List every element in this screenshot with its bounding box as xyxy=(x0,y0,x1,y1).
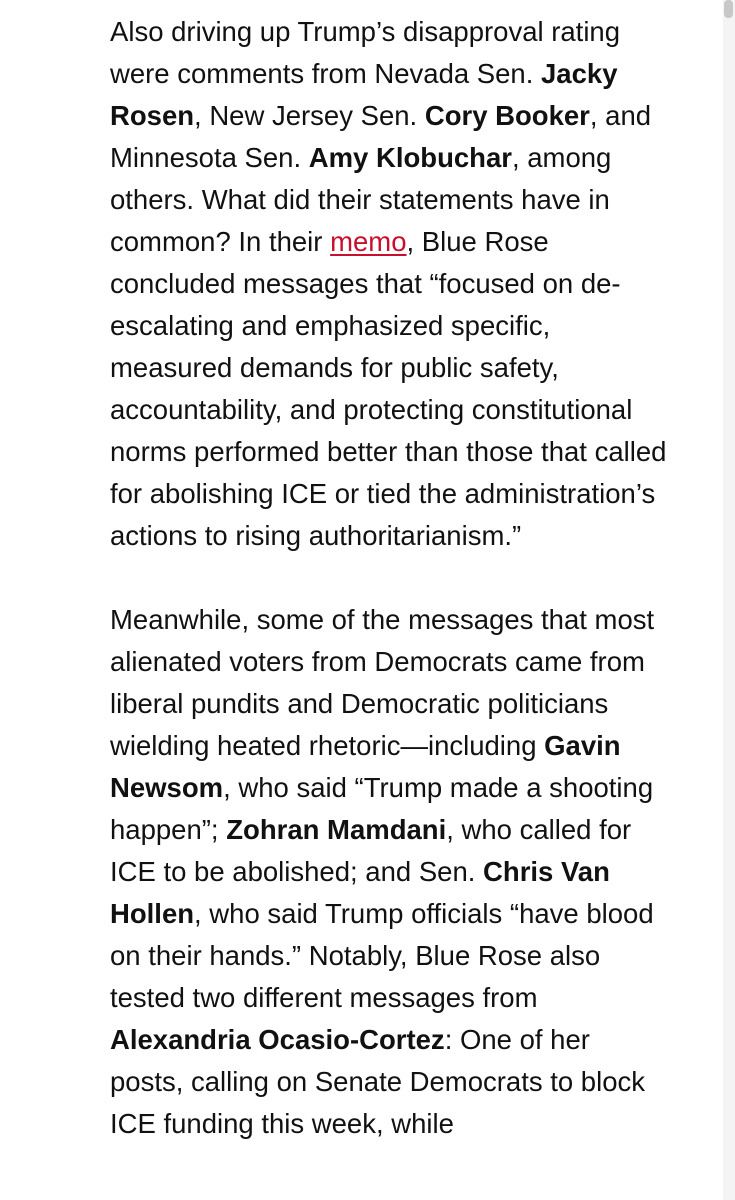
text-segment: , among others. What did their statements have in common? In their xyxy=(110,142,612,257)
name-jacky-rosen: Jacky Rosen xyxy=(110,58,618,131)
text-segment: , Blue Rose concluded messages that “focused on de-escalating and emphasized specific, measured demands for public safety, accountability, and protecting constitutional norms performed better than those that called for abolishing ICE or tied the administration’s actions to rising authoritarianism.” xyxy=(110,226,667,551)
scrollbar-thumb[interactable] xyxy=(724,0,733,18)
name-alexandria-ocasio-cortez: Alexandria Ocasio-Cortez xyxy=(110,1024,445,1055)
text-segment: : One of her posts, calling on Senate Democrats to block ICE funding this week, while xyxy=(110,1024,646,1139)
name-cory-booker: Cory Booker xyxy=(424,100,590,131)
name-amy-klobuchar: Amy Klobuchar xyxy=(308,142,512,173)
text-segment: , who said Trump officials “have blood on their hands.” Notably, Blue Rose also tested two different messages from xyxy=(110,898,654,1013)
text-segment: , and Minnesota Sen. xyxy=(110,100,652,173)
vertical-scrollbar[interactable] xyxy=(723,0,735,1200)
paragraph-disapproval-comments xyxy=(110,11,670,557)
name-chris-van-hollen: Chris Van Hollen xyxy=(110,856,610,929)
text-segment: , New Jersey Sen. xyxy=(194,100,425,131)
text-segment: Meanwhile, some of the messages that most alienated voters from Democrats came from liberal pundits and Democratic politicians wielding heated rhetoric—including xyxy=(110,604,655,761)
name-gavin-newsom: Gavin Newsom xyxy=(110,730,621,803)
text-segment: Also driving up Trump’s disapproval rating were comments from Nevada Sen. xyxy=(110,16,621,89)
memo-link[interactable]: memo xyxy=(330,226,407,257)
paragraph-alienating-messages xyxy=(110,599,670,1145)
article-body xyxy=(110,11,670,1145)
text-segment: , who said “Trump made a shooting happen”; xyxy=(110,772,654,845)
text-segment: , who called for ICE to be abolished; and Sen. xyxy=(110,814,632,887)
name-zohran-mamdani: Zohran Mamdani xyxy=(226,814,447,845)
